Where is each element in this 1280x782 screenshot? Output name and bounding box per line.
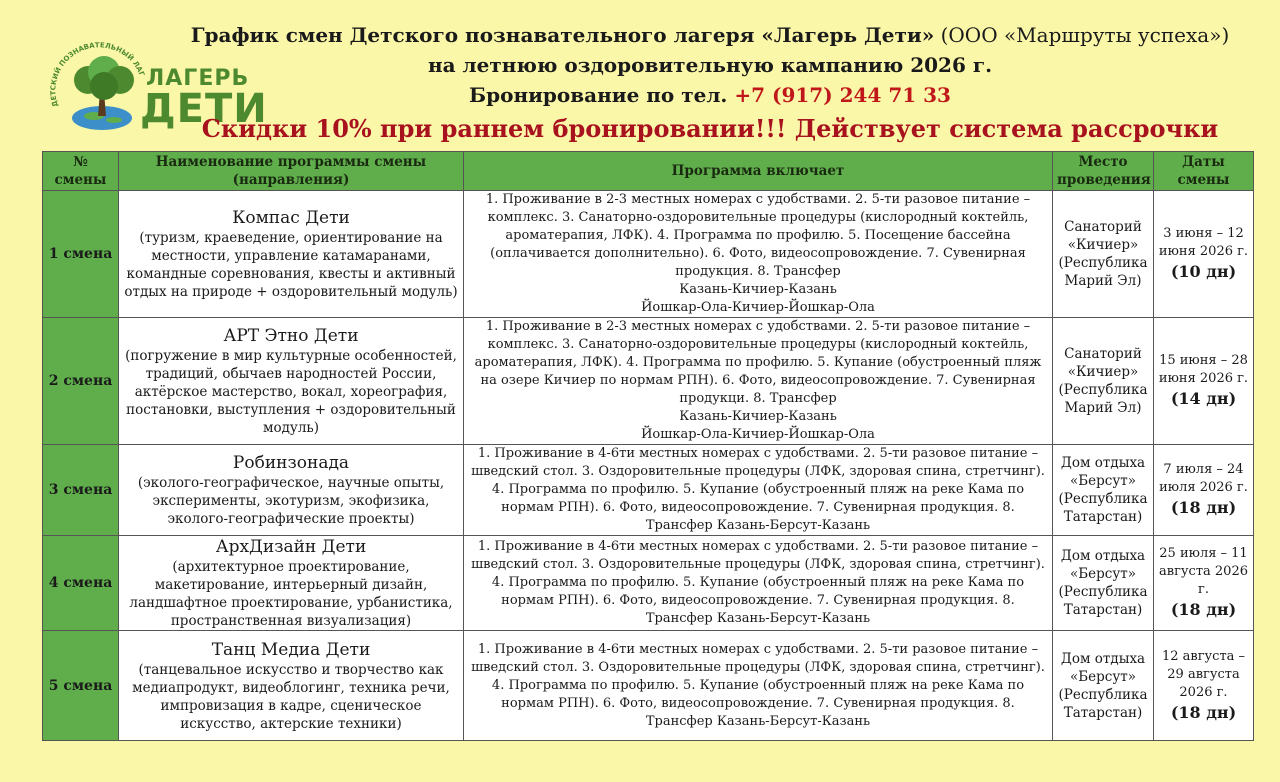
place-cell: Дом отдыха «Берсут» (Республика Татарстан) (1053, 536, 1154, 631)
duration: (18 дн) (1170, 498, 1237, 517)
title-org: (ООО «Маршруты успеха») (934, 23, 1230, 47)
program-desc: (погружение в мир культурные особенностей, традиций, обычаев народностей России, актёрское мастерство, вокал, хореография, постановки, выступления + оздоровительный модуль) (125, 348, 457, 436)
includes-cell (464, 318, 1053, 445)
schedule-table (42, 151, 1254, 741)
logo-line1: ЛАГЕРЬ (146, 66, 250, 91)
program-cell (119, 445, 464, 536)
includes-cell (464, 445, 1053, 536)
includes-text: 1. Проживание в 4-6ти местных номерах с удобствами. 2. 5-ти разовое питание – шведский стол. 3. Оздоровительные процедуры (ЛФК, здоровая спина, стретчинг). 4. Программа по профилю. 5. Купание (обустроенный пляж на реке Кама по нормам РПН). 6. Фото, видеосопровождение. 7. Сувенирная продукция. 8. Трансфер Казань-Берсут-Казань (471, 446, 1045, 533)
dates-cell (1154, 191, 1254, 318)
title-main: График смен Детского познавательного лагеря «Лагерь Дети» (190, 23, 935, 47)
shift-number: 5 смена (43, 631, 119, 741)
place-cell: Санаторий «Кичиер» (Республика Марий Эл) (1053, 191, 1154, 318)
dates-cell (1154, 631, 1254, 741)
booking-phone[interactable]: +7 (917) 244 71 33 (734, 83, 951, 107)
col-header-includes: Программа включает (464, 152, 1053, 191)
dates-text: 12 августа – 29 августа 2026 г. (1161, 648, 1246, 700)
shift-number: 2 смена (43, 318, 119, 445)
shift-number: 4 смена (43, 536, 119, 631)
table-row (43, 631, 1254, 741)
program-desc: (эколого-географическое, научные опыты, эксперименты, экотуризм, экофизика, эколого-географические проекты) (137, 475, 445, 527)
shift-number: 1 смена (43, 191, 119, 318)
logo-arc-text: ДЕТСКИЙ ПОЗНАВАТЕЛЬНЫЙ ЛАГ (49, 41, 146, 108)
program-name: АрхДизайн Дети (215, 537, 367, 557)
dates-cell (1154, 536, 1254, 631)
place-cell: Дом отдыха «Берсут» (Республика Татарстан) (1053, 631, 1154, 741)
program-name: АРТ Этно Дети (223, 326, 359, 346)
dates-text: 25 июля – 11 августа 2026 г. (1159, 546, 1248, 597)
includes-cell (464, 631, 1053, 741)
place-cell: Санаторий «Кичиер» (Республика Марий Эл) (1053, 318, 1154, 445)
program-cell (119, 191, 464, 318)
includes-text: 1. Проживание в 2-3 местных номерах с удобствами. 2. 5-ти разовое питание – комплекс. 3. Санаторно-оздоровительные процедуры (кислородный коктейль, ароматерапия, ЛФК). 4. Программа по профилю. 5. Купание (обустроенный пляж на озере Кичиер по нормам РПН). 6. Фото, видеосопровождение. 7. Сувенирная продукци. 8. Трансфер (474, 319, 1042, 406)
tree-globe-icon (44, 36, 154, 136)
dates-text: 7 июля – 24 июля 2026 г. (1159, 462, 1248, 495)
shift-number: 3 смена (43, 445, 119, 536)
route-1: Казань-Кичиер-Казань (679, 409, 837, 424)
booking-label: Бронирование по тел. (469, 83, 735, 107)
program-desc: (архитектурное проектирование, макетирование, интерьерный дизайн, ландшафтное проектирование, урбанистика, пространственная визуализация) (129, 559, 453, 629)
includes-text: 1. Проживание в 2-3 местных номерах с удобствами. 2. 5-ти разовое питание – комплекс. 3. Санаторно-оздоровительные процедуры (кислородный коктейль, ароматерапия, ЛФК). 4. Программа по профилю. 5. Посещение бассейна (оплачивается дополнительно). 6. Фото, видеосопровождение. 7. Сувенирная продукция. 8. Трансфер (485, 192, 1031, 279)
subtitle-line: на летнюю оздоровительную кампанию 2026 г. (427, 53, 993, 77)
includes-cell (464, 536, 1053, 631)
discount-line: Скидки 10% при раннем бронировании!!! Действует система рассрочки (201, 114, 1219, 143)
table-row (43, 445, 1254, 536)
dates-cell (1154, 445, 1254, 536)
program-name: Танц Медиа Дети (211, 639, 371, 660)
duration: (14 дн) (1170, 389, 1237, 408)
col-header-place: Место проведения (1053, 152, 1154, 191)
duration: (18 дн) (1170, 600, 1237, 619)
col-header-num: № смены (43, 152, 119, 191)
includes-text: 1. Проживание в 4-6ти местных номерах с удобствами. 2. 5-ти разовое питание – шведский стол. 3. Оздоровительные процедуры (ЛФК, здоровая спина, стретчинг). 4. Программа по профилю. 5. Купание (обустроенный пляж на реке Кама по нормам РПН). 6. Фото, видеосопровождение. 7. Сувенирная продукция. 8. Трансфер Казань-Берсут-Казань (471, 641, 1045, 729)
title-line (150, 20, 1270, 50)
duration: (18 дн) (1170, 702, 1237, 722)
route-2: Йошкар-Ола-Кичиер-Йошкар-Ола (641, 300, 875, 315)
dates-text: 15 июня – 28 июня 2026 г. (1158, 353, 1249, 386)
booking-line (150, 80, 1270, 110)
table-row (43, 191, 1254, 318)
logo-line2: ДЕТИ (140, 86, 268, 132)
col-header-name: Наименование программы смены (направления) (119, 152, 464, 191)
program-name: Робинзонада (232, 453, 350, 473)
route-1: Казань-Кичиер-Казань (679, 282, 837, 297)
program-desc: (танцевальное искусство и творчество как медиапродукт, видеоблогинг, техника речи, импровизация в кадре, сценическое искусство, актерские техники) (132, 661, 450, 732)
program-desc: (туризм, краеведение, ориентирование на местности, управление катамаранами, командные соревнования, квесты и активный отдых на природе + оздоровительный модуль) (124, 230, 458, 300)
dates-text: 3 июня – 12 июня 2026 г. (1158, 226, 1249, 259)
dates-cell (1154, 318, 1254, 445)
program-cell (119, 318, 464, 445)
place-cell: Дом отдыха «Берсут» (Республика Татарстан) (1053, 445, 1154, 536)
program-cell (119, 536, 464, 631)
program-name: Компас Дети (232, 208, 350, 228)
includes-text: 1. Проживание в 4-6ти местных номерах с удобствами. 2. 5-ти разовое питание – шведский стол. 3. Оздоровительные процедуры (ЛФК, здоровая спина, стретчинг). 4. Программа по профилю. 5. Купание (обустроенный пляж на реке Кама по нормам РПН). 6. Фото, видеосопровождение. 7. Сувенирная продукция. 8. Трансфер Казань-Берсут-Казань (471, 539, 1045, 626)
duration: (10 дн) (1170, 262, 1237, 281)
table-row (43, 536, 1254, 631)
page-header (150, 20, 1270, 146)
table-row (43, 318, 1254, 445)
includes-cell (464, 191, 1053, 318)
col-header-dates: Даты смены (1154, 152, 1254, 191)
table-header-row (43, 152, 1254, 191)
route-2: Йошкар-Ола-Кичиер-Йошкар-Ола (641, 427, 875, 442)
program-cell (119, 631, 464, 741)
